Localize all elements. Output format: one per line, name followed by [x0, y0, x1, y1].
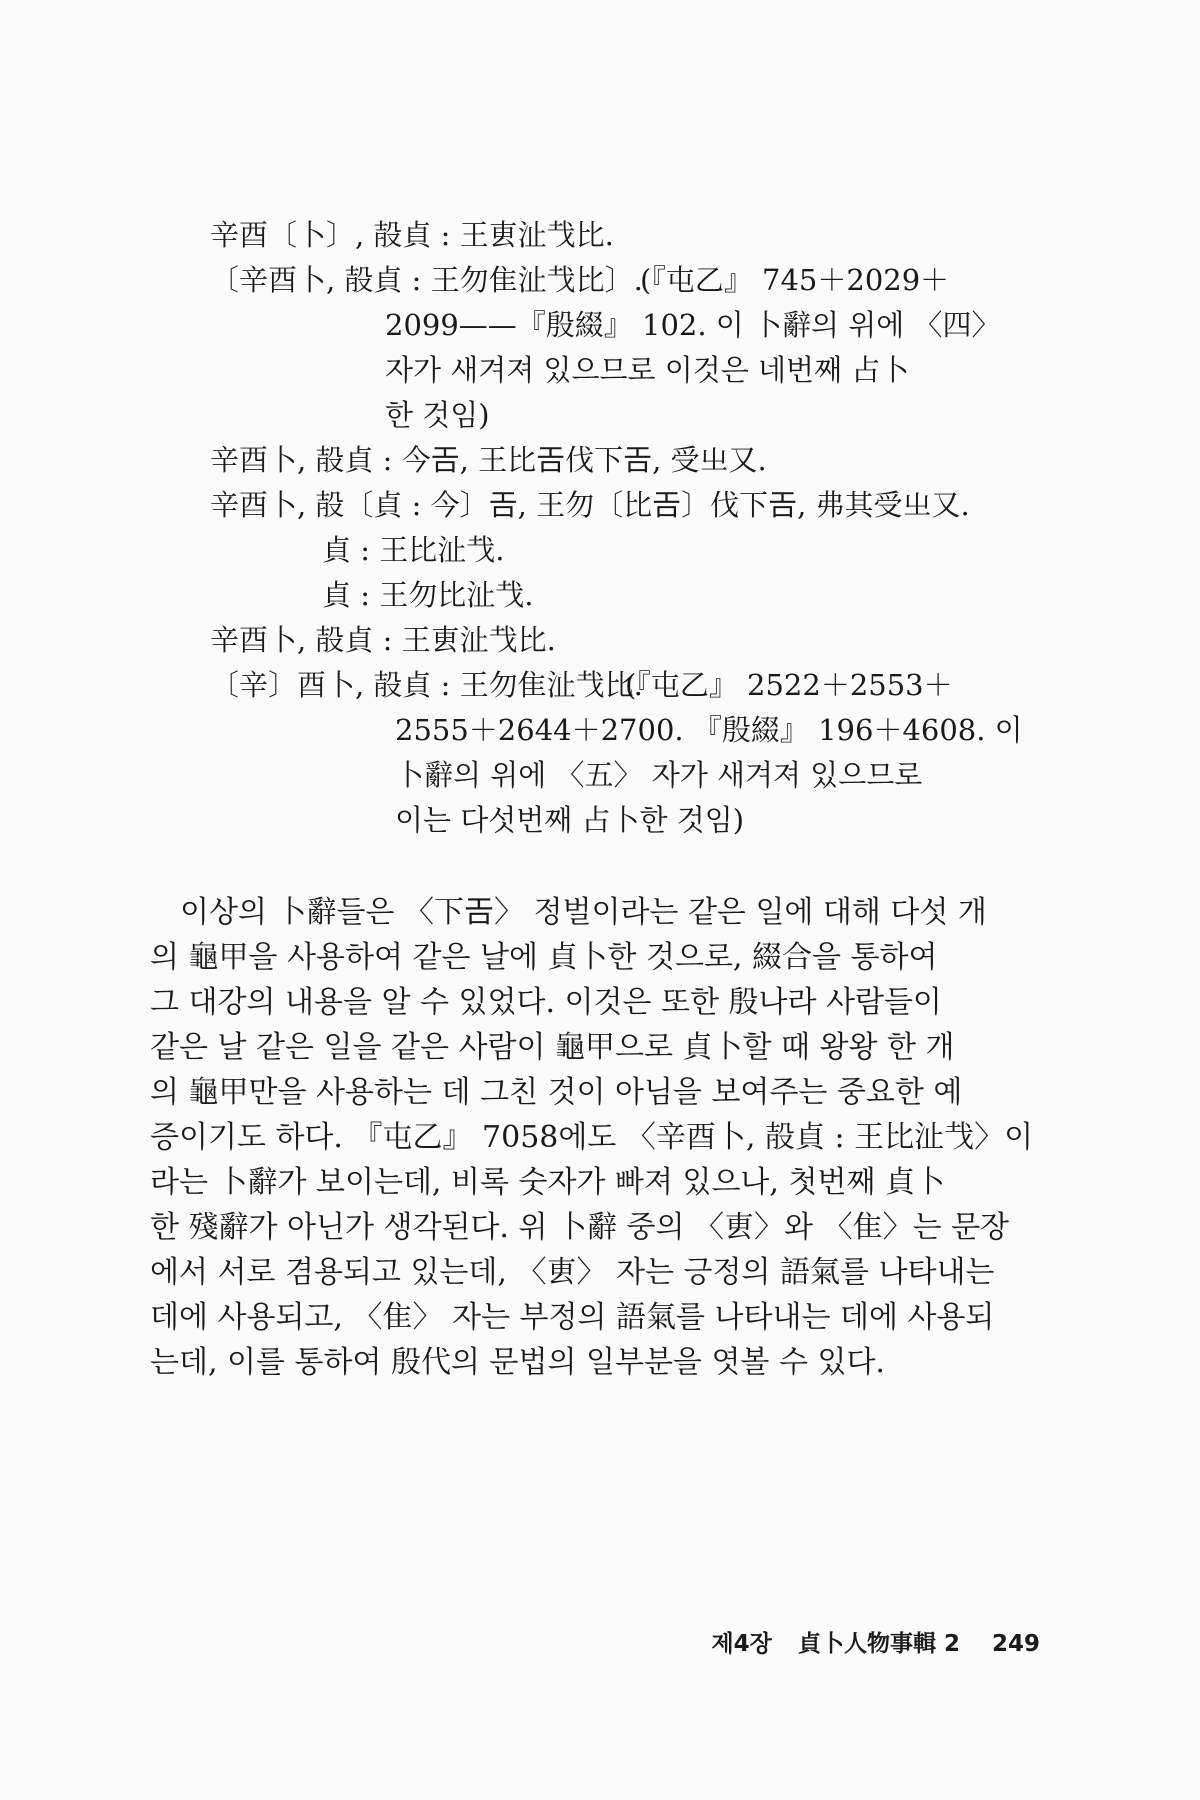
paragraph-line: 이상의 卜辭들은 〈下𢀛〉 정벌이라는 같은 일에 대해 다섯 개	[180, 895, 987, 930]
inscription-line-4: 辛酉卜, 㱿〔貞 : 今〕𢀛, 王勿〔比𢀛〕伐下𢀛, 弗其受㞢又.	[210, 488, 970, 522]
inscription-line-1: 辛酉〔卜〕, 㱿貞 : 王叀沚𢦏比.	[210, 218, 614, 252]
paragraph-line: 같은 날 같은 일을 같은 사람이 龜甲으로 貞卜할 때 왕왕 한 개	[150, 1030, 955, 1065]
footer-chapter: 제4장	[711, 1631, 772, 1657]
footer-title: 貞卜人物事輯 2	[797, 1631, 960, 1657]
source-note-1-line-3: 자가 새겨져 있으므로 이것은 네번째 占卜	[385, 353, 910, 387]
source-note-2-line-2: 2555＋2644＋2700. 『殷綴』 196＋4608. 이	[395, 713, 1023, 747]
paragraph-line: 에서 서로 겸용되고 있는데, 〈叀〉 자는 긍정의 語氣를 나타내는	[150, 1255, 995, 1290]
source-note-1-line-4: 한 것임)	[385, 398, 490, 432]
inscription-line-7: 辛酉卜, 㱿貞 : 王叀沚𢦏比.	[210, 623, 556, 657]
paragraph-line: 데에 사용되고, 〈隹〉 자는 부정의 語氣를 나타내는 데에 사용되	[150, 1300, 995, 1335]
source-note-1-line-1: (『屯乙』 745＋2029＋	[640, 263, 950, 297]
page-footer	[711, 1625, 1040, 1658]
inscription-line-2: 〔辛酉卜, 㱿貞 : 王勿隹沚𢦏比〕.	[210, 263, 643, 297]
paragraph-line: 라는 卜辭가 보이는데, 비록 숫자가 빠져 있으나, 첫번째 貞卜	[150, 1165, 945, 1200]
inscription-line-8: 〔辛〕酉卜, 㱿貞 : 王勿隹沚𢦏比.	[210, 668, 643, 702]
paragraph-line: 한 殘辭가 아닌가 생각된다. 위 卜辭 중의 〈叀〉와 〈隹〉는 문장	[150, 1210, 1010, 1245]
source-note-2-line-3: 卜辭의 위에 〈五〉 자가 새겨져 있으므로	[395, 758, 923, 792]
paragraph-line: 는데, 이를 통하여 殷代의 문법의 일부분을 엿볼 수 있다.	[150, 1345, 885, 1380]
page-number: 249	[991, 1631, 1040, 1657]
inscription-line-3: 辛酉卜, 㱿貞 : 今𢀛, 王比𢀛伐下𢀛, 受㞢又.	[210, 443, 767, 477]
inscription-line-5: 貞 : 王比沚𢦏.	[322, 533, 505, 567]
paragraph-line: 의 龜甲만을 사용하는 데 그친 것이 아님을 보여주는 중요한 예	[150, 1075, 963, 1110]
inscription-line-6: 貞 : 王勿比沚𢦏.	[322, 578, 534, 612]
paragraph-line: 그 대강의 내용을 알 수 있었다. 이것은 또한 殷나라 사람들이	[150, 985, 942, 1020]
source-note-2-line-1: (『屯乙』 2522＋2553＋	[625, 668, 953, 702]
source-note-1-line-2: 2099——『殷綴』 102. 이 卜辭의 위에 〈四〉	[385, 308, 1001, 342]
paragraph-line: 의 龜甲을 사용하여 같은 날에 貞卜한 것으로, 綴合을 통하여	[150, 940, 938, 975]
source-note-2-line-4: 이는 다섯번째 占卜한 것임)	[395, 803, 745, 837]
paragraph-line: 증이기도 하다. 『屯乙』 7058에도 〈辛酉卜, 㱿貞 : 王比沚𢦏〉이	[150, 1120, 1034, 1155]
